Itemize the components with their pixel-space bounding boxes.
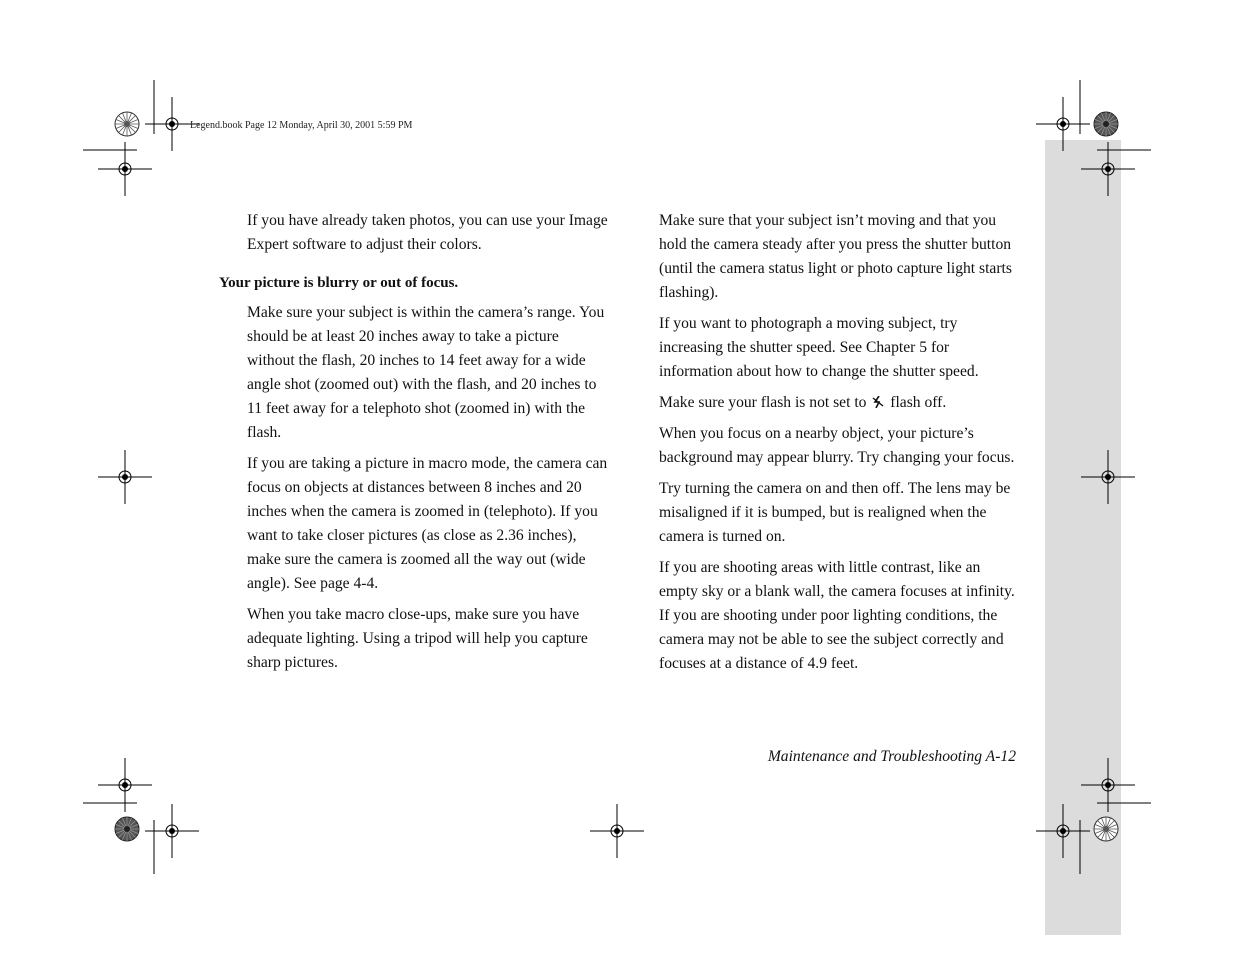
left-column <box>219 209 609 682</box>
registration-mark-icon <box>98 450 152 504</box>
body-paragraph: If you are shooting areas with little contrast, like an empty sky or a blank wall, the camera focuses at infinity. If you are shooting under poor lighting conditions, the camera may not be able to see the subject correctly and focuses at a distance of 4.9 feet. <box>659 559 1015 672</box>
body-paragraph: If you are taking a picture in macro mode, the camera can focus on objects at distances between 8 inches and 20 inches when the camera is zoomed in (telephoto). If you want to take closer pictures (as close as 2.36 inches), make sure the camera is zoomed all the way out (wide angle). See page 4-4. <box>247 455 608 592</box>
color-bar-icon <box>1094 817 1118 841</box>
running-footer: Maintenance and Troubleshooting A-12 <box>767 748 1016 765</box>
color-bar-icon <box>115 817 139 841</box>
registration-mark-icon <box>590 804 644 858</box>
flash-paragraph <box>659 391 1019 415</box>
flash-text-before: Make sure your flash is not set to <box>659 394 867 411</box>
registration-mark-icon <box>1036 97 1090 151</box>
intro-paragraph: If you have already taken photos, you can use your Image Expert software to adjust their colors. <box>247 212 608 253</box>
body-paragraph: When you focus on a nearby object, your picture’s background may appear blurry. Try changing your focus. <box>659 425 1015 466</box>
right-column <box>659 209 1019 683</box>
registration-mark-icon <box>1081 450 1135 504</box>
registration-mark-icon <box>1081 758 1135 812</box>
registration-mark-icon <box>1036 804 1090 858</box>
body-paragraph: When you take macro close-ups, make sure you have adequate lighting. Using a tripod will help you capture sharp pictures. <box>247 606 588 671</box>
color-bar-icon <box>1094 112 1118 136</box>
flash-off-icon <box>872 396 884 408</box>
body-paragraph: Make sure your subject is within the camera’s range. You should be at least 20 inches away to take a picture without the flash, 20 inches to 14 feet away for a wide angle shot (zoomed out) with the flash, and 20 inches to 11 feet away for a telephoto shot (zoomed in) with the flash. <box>247 304 605 441</box>
registration-mark-icon <box>145 804 199 858</box>
color-bar-icon <box>115 112 139 136</box>
body-paragraph: Try turning the camera on and then off. The lens may be misaligned if it is bumped, but is realigned when the camera is turned on. <box>659 480 1011 545</box>
body-paragraph: If you want to photograph a moving subject, try increasing the shutter speed. See Chapter 5 for information about how to change the shutter speed. <box>659 315 979 380</box>
page-slug: Legend.book Page 12 Monday, April 30, 2001 5:59 PM <box>190 120 413 131</box>
section-heading: Your picture is blurry or out of focus. <box>219 275 459 291</box>
flash-text-after: flash off. <box>890 394 947 411</box>
registration-mark-icon <box>98 758 152 812</box>
body-paragraph: Make sure that your subject isn’t moving and that you hold the camera steady after you press the shutter button (until the camera status light or photo capture light starts flashing). <box>659 212 1012 301</box>
